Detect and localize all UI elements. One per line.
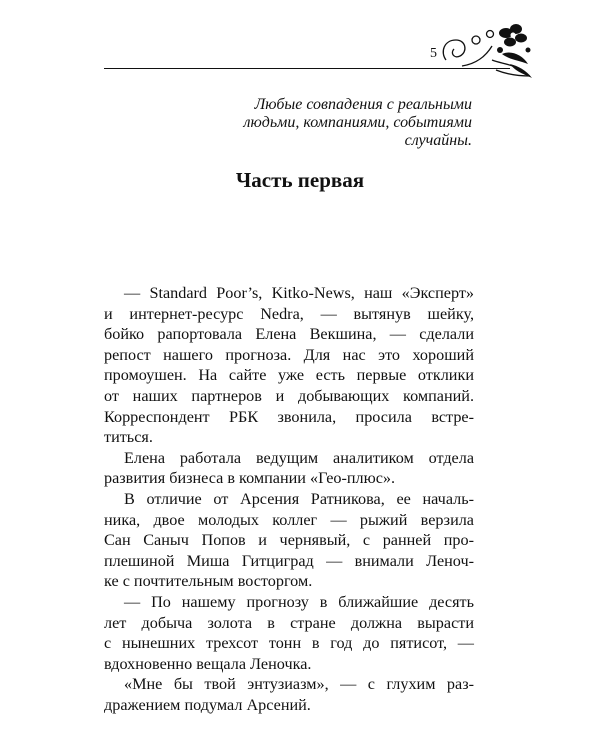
page-number: 5 bbox=[430, 46, 437, 61]
text-line: репост нашего прогноза. Для нас это хороший bbox=[104, 345, 474, 364]
paragraph bbox=[104, 283, 474, 448]
text-line: Елена работала ведущим аналитиком отдела bbox=[124, 448, 474, 467]
text-line: дражением подумал Арсений. bbox=[104, 695, 311, 714]
body-text bbox=[104, 283, 474, 715]
text-line: ника, двое молодых коллег — рыжий верзила bbox=[104, 510, 474, 529]
text-line: от наших партнеров и добывающих компаний. bbox=[104, 386, 474, 405]
text-line: промоушен. На сайте уже есть первые отклики bbox=[104, 366, 474, 385]
text-line: Сан Саныч Попов и чернявый, с ранней про- bbox=[104, 531, 474, 550]
epigraph-line: случайны. bbox=[404, 132, 472, 149]
text-line: бойко рапортовала Елена Векшина, — сделали bbox=[104, 325, 474, 344]
paragraph bbox=[104, 592, 474, 674]
paragraph bbox=[104, 489, 474, 592]
text-line: В отличие от Арсения Ратникова, ее началь- bbox=[124, 489, 474, 508]
paragraph bbox=[104, 674, 474, 715]
text-line: ке с почтительным восторгом. bbox=[104, 572, 313, 591]
text-line: титься. bbox=[104, 428, 153, 447]
text-line: развития бизнеса в компании «Гео-плюс». bbox=[104, 469, 396, 488]
text-line: плешиной Миша Гитциград — внимали Леноч- bbox=[104, 551, 474, 570]
text-line: «Мне бы твой энтузиазм», — с глухим раз- bbox=[124, 675, 474, 694]
text-line: Корреспондент РБК звонила, просила встре- bbox=[104, 407, 474, 426]
epigraph bbox=[182, 96, 472, 150]
text-line: вдохновенно вещала Леночка. bbox=[104, 654, 312, 673]
text-line: — По нашему прогнозу в ближайшие десять bbox=[124, 592, 474, 611]
epigraph-line: Любые совпадения с реальными bbox=[254, 96, 472, 113]
floral-swirl-ornament-icon bbox=[432, 20, 536, 80]
chapter-title: Часть первая bbox=[235, 168, 365, 192]
paragraph bbox=[104, 448, 474, 489]
text-line: лет добыча золота в стране должна вырасти bbox=[104, 613, 474, 632]
text-line: — Standard Poor’s, Kitko-News, наш «Эксперт» bbox=[124, 284, 474, 302]
text-line: и интернет-ресурс Nedra, — вытянув шейку, bbox=[104, 304, 474, 323]
text-line: с нынешних трехсот тонн в год до пятисот, — bbox=[104, 634, 474, 653]
epigraph-line: людьми, компаниями, событиями bbox=[243, 114, 472, 131]
